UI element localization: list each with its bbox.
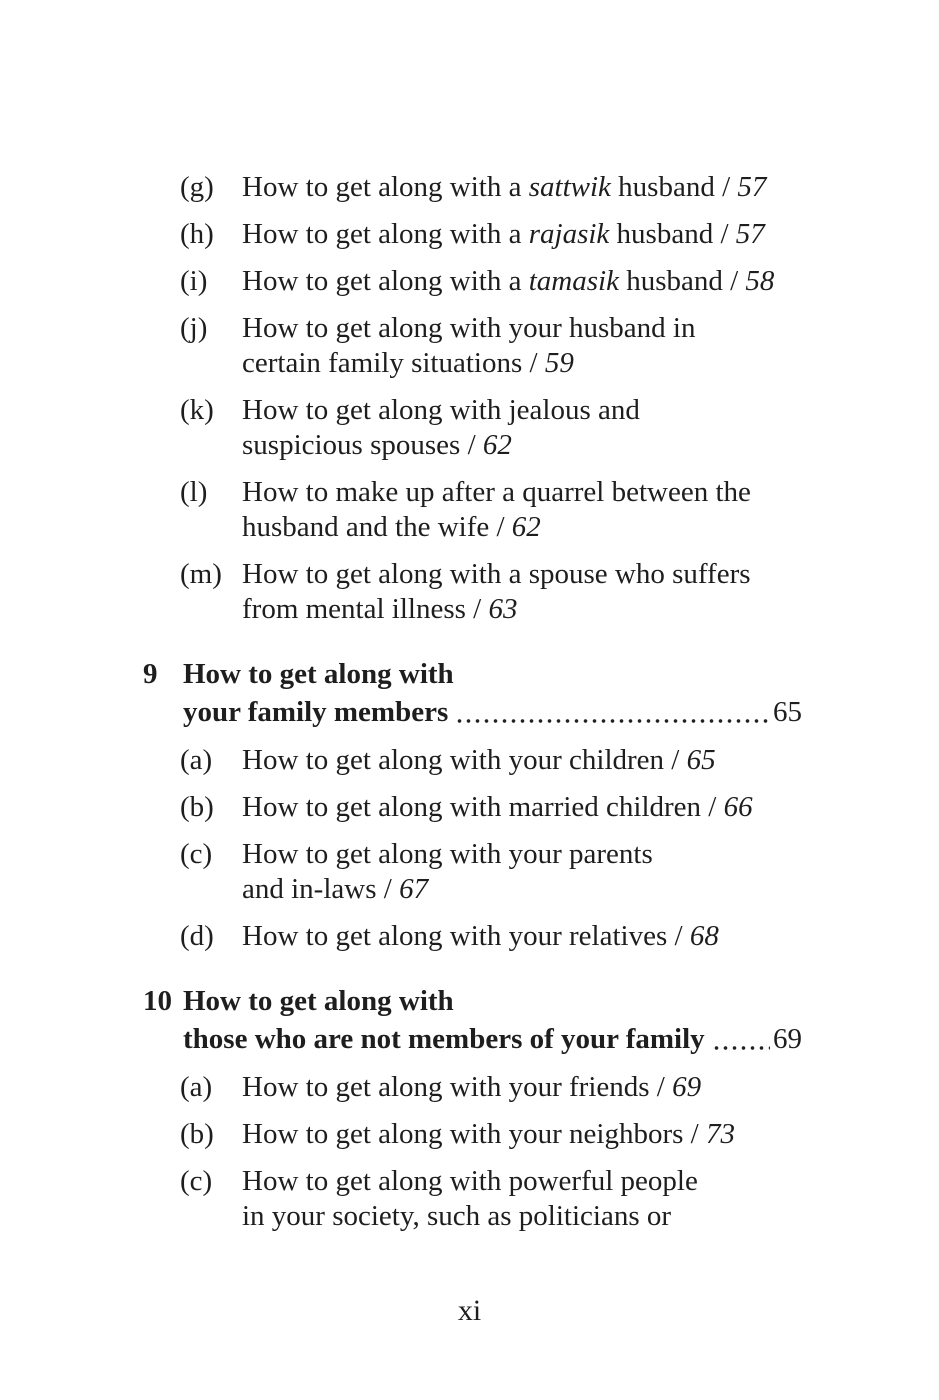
chapter-number: 9 [143, 658, 158, 690]
toc-subitem-entry [180, 919, 802, 954]
subitem-text [242, 919, 802, 954]
toc-subitem-entry [180, 264, 802, 299]
subitem-line: How to get along with a spouse who suffers [242, 558, 751, 590]
chapter-title [183, 982, 802, 1058]
subitem-text [242, 1117, 802, 1152]
chapter-title-line: your family members [183, 696, 449, 728]
toc-subitem-entry [180, 1164, 802, 1234]
subitem-text [242, 790, 802, 825]
subitem-line: How to get along with a tamasik husband / 58 [242, 265, 775, 297]
toc-subitem-entry [180, 393, 802, 463]
subitem-text [242, 1070, 802, 1105]
subitem-line: How to get along with your parents [242, 838, 653, 870]
subitem-text [242, 837, 802, 907]
subitem-label: (m) [180, 558, 222, 590]
subitem-line: from mental illness / 63 [242, 593, 518, 625]
subitem-label: (b) [180, 1118, 214, 1150]
toc-subitem-entry [180, 1117, 802, 1152]
subitem-line: How to get along with your children / 65 [242, 744, 716, 776]
subitem-label: (h) [180, 218, 214, 250]
subitem-line: How to get along with married children / 66 [242, 791, 753, 823]
subitem-label: (k) [180, 394, 214, 426]
page-folio: xi [457, 1294, 482, 1327]
chapter-number: 10 [143, 985, 172, 1017]
subitem-label: (a) [180, 744, 213, 776]
subitem-line: How to get along with jealous and [242, 394, 640, 426]
subitem-line: certain family situations / 59 [242, 347, 574, 379]
subitem-line: How to make up after a quarrel between the [242, 476, 751, 508]
toc-entries [143, 170, 802, 1246]
toc-chapter-entry [143, 982, 802, 1058]
subitem-label: (c) [180, 1165, 213, 1197]
toc-chapter-entry [143, 655, 802, 731]
subitem-text [242, 264, 802, 299]
subitem-text [242, 557, 802, 627]
chapter-leader-line [183, 693, 802, 731]
subitem-text [242, 311, 802, 381]
subitem-label: (i) [180, 265, 208, 297]
toc-subitem-entry [180, 217, 802, 252]
toc-subitem-entry [180, 557, 802, 627]
chapter-title-line: How to get along with [183, 985, 454, 1017]
dot-leader [455, 719, 770, 723]
chapter-page-number: 69 [773, 1023, 802, 1055]
subitem-line: How to get along with your husband in [242, 312, 696, 344]
subitem-label: (b) [180, 791, 214, 823]
subitem-label: (j) [180, 312, 208, 344]
toc-subitem-entry [180, 170, 802, 205]
chapter-title-line: How to get along with [183, 658, 454, 690]
subitem-text [242, 1164, 802, 1234]
subitem-label: (c) [180, 838, 213, 870]
subitem-text [242, 393, 802, 463]
subitem-line: How to get along with your neighbors / 73 [242, 1118, 735, 1150]
subitem-label: (l) [180, 476, 208, 508]
subitem-text [242, 170, 802, 205]
chapter-title [183, 655, 802, 731]
toc-subitem-entry [180, 837, 802, 907]
chapter-page-number: 65 [773, 696, 802, 728]
subitem-line: How to get along with a rajasik husband / 57 [242, 218, 765, 250]
chapter-title-line: those who are not members of your family [183, 1023, 705, 1055]
subitem-label: (g) [180, 171, 214, 203]
subitem-text [242, 217, 802, 252]
subitem-line: in your society, such as politicians or [242, 1200, 672, 1232]
toc-subitem-entry [180, 790, 802, 825]
toc-subitem-entry [180, 1070, 802, 1105]
dot-leader [712, 1046, 770, 1050]
subitem-line: suspicious spouses / 62 [242, 429, 512, 461]
subitem-line: How to get along with your friends / 69 [242, 1071, 702, 1103]
subitem-line: How to get along with a sattwik husband / 57 [242, 171, 767, 203]
toc-subitem-entry [180, 311, 802, 381]
toc-subitem-entry [180, 743, 802, 778]
subitem-line: and in-laws / 67 [242, 873, 429, 905]
subitem-line: husband and the wife / 62 [242, 511, 541, 543]
subitem-text [242, 743, 802, 778]
subitem-label: (d) [180, 920, 214, 952]
subitem-line: How to get along with powerful people [242, 1165, 698, 1197]
subitem-text [242, 475, 802, 545]
chapter-leader-line [183, 1020, 802, 1058]
subitem-line: How to get along with your relatives / 68 [242, 920, 719, 952]
subitem-label: (a) [180, 1071, 213, 1103]
toc-subitem-entry [180, 475, 802, 545]
